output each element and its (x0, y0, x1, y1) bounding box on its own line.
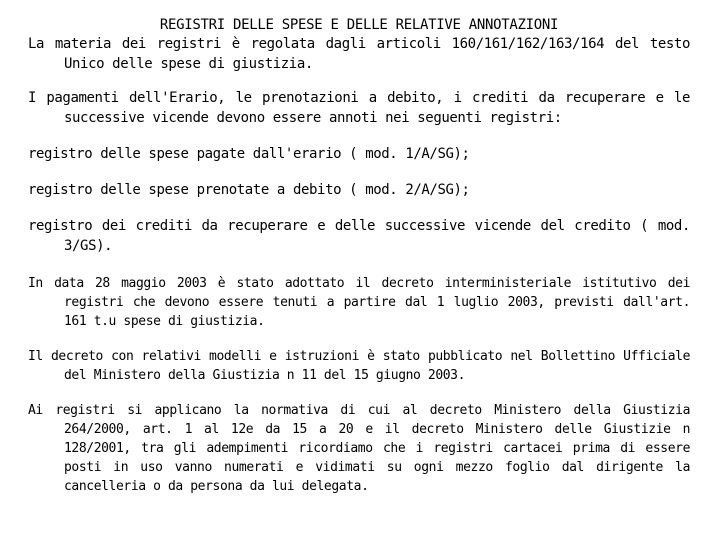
document-title: REGISTRI DELLE SPESE E DELLE RELATIVE ANNOTAZIONI (159, 17, 559, 33)
paragraph-regulation: La materia dei registri è regolata dagli articoli 160/161/162/163/164 del testo Unico delle spese di giustizia. (28, 36, 690, 72)
paragraph-applicable-rules: Ai registri si applicano la normativa di cui al decreto Ministero della Giustizia 264/2000, art. 1 al 12e da 15 a 20 e il decreto Ministero delle Giustizie n 128/2001, tra gli adempimenti ricordiamo che i registri cartacei prima di essere posti in uso vanno numerati e vidimati su ogni mezzo foglio dal dirigente la cancelleria o da persona da lui delegata. (28, 403, 690, 494)
paragraph-decree-adopted: In data 28 maggio 2003 è stato adottato il decreto interministeriale istitutivo dei registri che devono essere tenuti a partire dal 1 luglio 2003, previsti dall'art. 161 t.u spese di giustizia. (28, 276, 690, 329)
list-item-register-paid: registro delle spese pagate dall'erario ( mod. 1/A/SG); (28, 146, 470, 162)
document-page (28, 16, 690, 496)
list-item-register-credits: registro dei crediti da recuperare e delle successive vicende del credito ( mod. 3/GS). (28, 218, 690, 254)
paragraph-decree-published: Il decreto con relativi modelli e istruzioni è stato pubblicato nel Bollettino Ufficiale del Ministero della Giustizia n 11 del 15 giugno 2003. (28, 349, 690, 383)
paragraph-payments: I pagamenti dell'Erario, le prenotazioni a debito, i crediti da recuperare e le successive vicende devono essere annoti nei seguenti registri: (28, 90, 690, 126)
list-item-register-reserved: registro delle spese prenotate a debito ( mod. 2/A/SG); (28, 182, 470, 198)
